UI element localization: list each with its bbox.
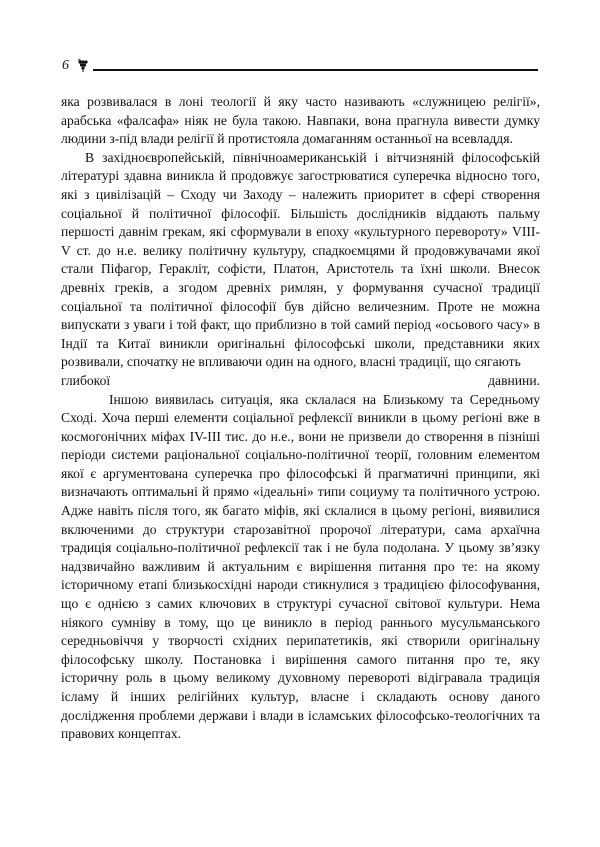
page-header bbox=[62, 58, 538, 74]
paragraph-tail-right: давнини. bbox=[488, 372, 540, 388]
paragraph-tail-line bbox=[61, 372, 540, 391]
paragraph-near-east-situation: Іншою виявилась ситуація, яка склалася на Близькому та Середньому Сході. Хоча перші елементи соціальної рефлексії виникли в цьому регіоні вже в космогонічних міфах IV-III тис. до н.е., вони не призвели до створення в пізніші періоди системи раціональної соціально-політичної теорії, головним елементом якої є аргументована суперечка про філософські й прагматичні принципи, які визначають оптимальні й прямо «ідеальні» типи социуму та політичного устрою. Адже навіть після того, як багато міфів, які склалися в цьому регіоні, виявилися включеними до структури старозавітної пророчої літератури, сама архаїчна традиція соціально-політичної рефлексії так і не була подолана. У цьому зв’язку надзвичайно важливим й актуальним є вирішення питання про те: на якому історичному етапі близькосхідні народи стикнулися з традицією філософування, що є однією з самих ключових в структурі сучасної світової культури. Нема ніякого сумніву в тому, що це виникло в період раннього мусульманського середньовіччя у творчості східних перипатетиків, які створили оригінальну філософську школу. Постановка і вирішення самого питання про те, яку історичну роль в цьому великому духовному перевороті відігравала традиція ісламу й інших релігійних культур, власне і складають основу даного дослідження проблеми держави і влади в ісламських філософсько-теологічних та правових концептах. bbox=[61, 391, 540, 742]
grape-vine-ornament-icon bbox=[76, 59, 90, 73]
page-number: 6 bbox=[62, 58, 69, 73]
header-rule bbox=[93, 69, 538, 71]
paragraph-tail-left: глибокої bbox=[61, 372, 111, 388]
paragraph-east-west-debate bbox=[61, 149, 540, 372]
paragraph-continuation: яка розвивалася в лоні теології й яку часто називають «служницею релігії», арабська «фалсафа» ніяк не була такою. Навпаки, вона прагнула вивести думку людини з-під влади релігії й протистояла домаганням останньої на всевладдя. bbox=[61, 94, 540, 147]
paragraph-text: В західноєвропейській, північноамериканській і вітчизняній філософській літературі здавна виникла й продовжує загострюватися суперечка відносно того, які з цивілізацій – Сходу чи Заходу – належить приоритет в сфері створення соціальної й політичної філософії. Більшість дослідників віддають пальму першості давнім грекам, які сформували в епоху «культурного перевороту» VIII-V ст. до н.е. велику політичну культуру, спадкоємцями й продовжувачами якої стали Піфагор, Геракліт, софісти, Платон, Аристотель та їхні школи. Внесок древніх греків, а згодом древніх римлян, у формування сучасної традиції соціальної та політичної філософії був дійсно величезним. Проте не можна випускати з уваги і той факт, що приблизно в той самий період «осьового часу» в Індії та Китаї виникли оригінальні філософські школи, представники яких розвивали, спочатку не впливаючи один на одного, власні традиції, що сягають bbox=[61, 149, 540, 370]
document-body bbox=[61, 93, 540, 744]
